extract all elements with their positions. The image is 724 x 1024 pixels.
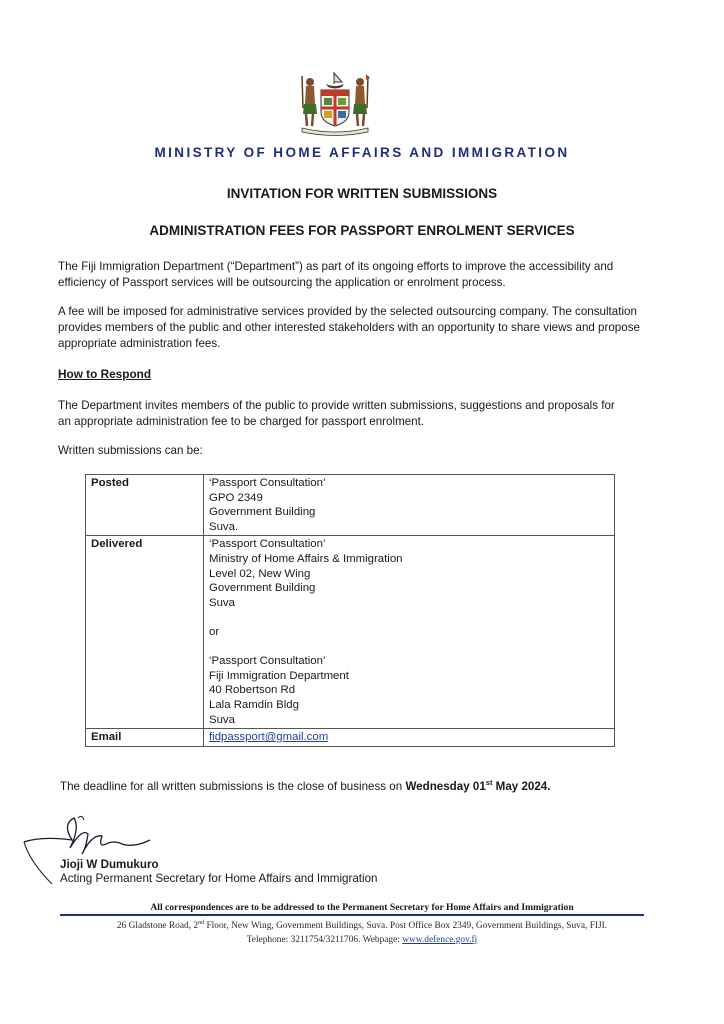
footer-phone: Telephone: 3211754/3211706. Webpage:	[246, 935, 403, 945]
submission-methods-table	[85, 474, 615, 747]
table-row	[86, 536, 615, 729]
address-line	[209, 610, 609, 625]
address-line: Ministry of Home Affairs & Immigration	[209, 552, 403, 565]
address-line: Suva	[209, 596, 235, 609]
address-line	[209, 640, 609, 655]
how-to-respond-heading: How to Respond	[58, 367, 152, 381]
fee-paragraph	[58, 304, 650, 352]
posted-label: Posted	[86, 475, 204, 536]
paragraph-line: The Department invites members of the public to provide written submissions, suggestions and proposals for	[58, 399, 615, 412]
paragraph-line: an appropriate administration fee to be charged for passport enrolment.	[58, 415, 425, 428]
document-subtitle: ADMINISTRATION FEES FOR PASSPORT ENROLMENT SERVICES	[149, 223, 575, 238]
table-row	[86, 729, 615, 747]
address-line: Fiji Immigration Department	[209, 669, 349, 682]
address-line: GPO 2349	[209, 491, 263, 504]
paragraph-line: efficiency of Passport services will be outsourcing the application or enrolment process.	[58, 276, 506, 289]
intro-paragraph	[58, 259, 650, 291]
email-label: Email	[86, 729, 204, 747]
footer-divider	[60, 914, 644, 916]
delivered-label: Delivered	[86, 536, 204, 729]
table-row	[86, 475, 615, 536]
address-line: Government Building	[209, 506, 316, 519]
paragraph-line: appropriate administration fees.	[58, 337, 221, 350]
email-link[interactable]: fidpassport@gmail.com	[209, 731, 329, 744]
footer-address-ordinal: nd	[198, 920, 205, 926]
address-line: ‘Passport Consultation’	[209, 538, 326, 551]
ministry-name: MINISTRY OF HOME AFFAIRS AND IMMIGRATION	[154, 145, 570, 160]
deadline-month-year: May 2024.	[492, 779, 551, 793]
deadline-date	[405, 780, 550, 793]
address-line: Lala Ramdin Bldg	[209, 698, 299, 711]
deadline-ordinal: st	[485, 778, 493, 787]
footer-address-part: Floor, New Wing, Government Buildings, Suva. Post Office Box 2349, Government Buildings, Suva, FIJI.	[204, 921, 608, 932]
deadline-day: Wednesday 01	[405, 779, 486, 793]
signatory-title: Acting Permanent Secretary for Home Affairs and Immigration	[60, 872, 378, 885]
address-line: 40 Robertson Rd	[209, 684, 296, 697]
address-line: Level 02, New Wing	[209, 567, 311, 580]
footer-address	[0, 920, 724, 931]
address-line: ‘Passport Consultation’	[209, 655, 326, 668]
footer-contact	[0, 935, 724, 945]
paragraph-line: The Fiji Immigration Department (“Department”) as part of its ongoing efforts to improve the accessibility and	[58, 260, 614, 273]
address-line: Government Building	[209, 582, 316, 595]
paragraph-line: A fee will be imposed for administrative services provided by the selected outsourcing company. The consultation	[58, 305, 637, 318]
address-line: ‘Passport Consultation’	[209, 477, 326, 489]
address-line: Suva.	[209, 520, 239, 533]
address-line: or	[209, 625, 220, 638]
email-cell	[204, 729, 615, 747]
document-title: INVITATION FOR WRITTEN SUBMISSIONS	[226, 186, 498, 201]
fiji-coat-of-arms-icon	[296, 68, 374, 136]
submission-methods-intro: Written submissions can be:	[58, 444, 203, 457]
footer-address-part: 26 Gladstone Road, 2	[116, 921, 199, 932]
posted-address	[204, 475, 615, 536]
paragraph-line: provides members of the public and other interested stakeholders with an opportunity to share views and propose	[58, 321, 640, 334]
footer-website-link[interactable]: www.defence.gov.fj	[402, 935, 478, 945]
deadline-statement	[60, 778, 550, 793]
invitation-paragraph	[58, 398, 650, 430]
deadline-text: The deadline for all written submissions is the close of business on	[60, 779, 403, 793]
address-line: Suva	[209, 713, 235, 726]
footer-correspondence-note: All correspondences are to be addressed to the Permanent Secretary for Home Affairs and Immigration	[150, 902, 574, 913]
signatory-name: Jioji W Dumukuro	[60, 858, 159, 871]
delivered-address	[204, 536, 615, 729]
